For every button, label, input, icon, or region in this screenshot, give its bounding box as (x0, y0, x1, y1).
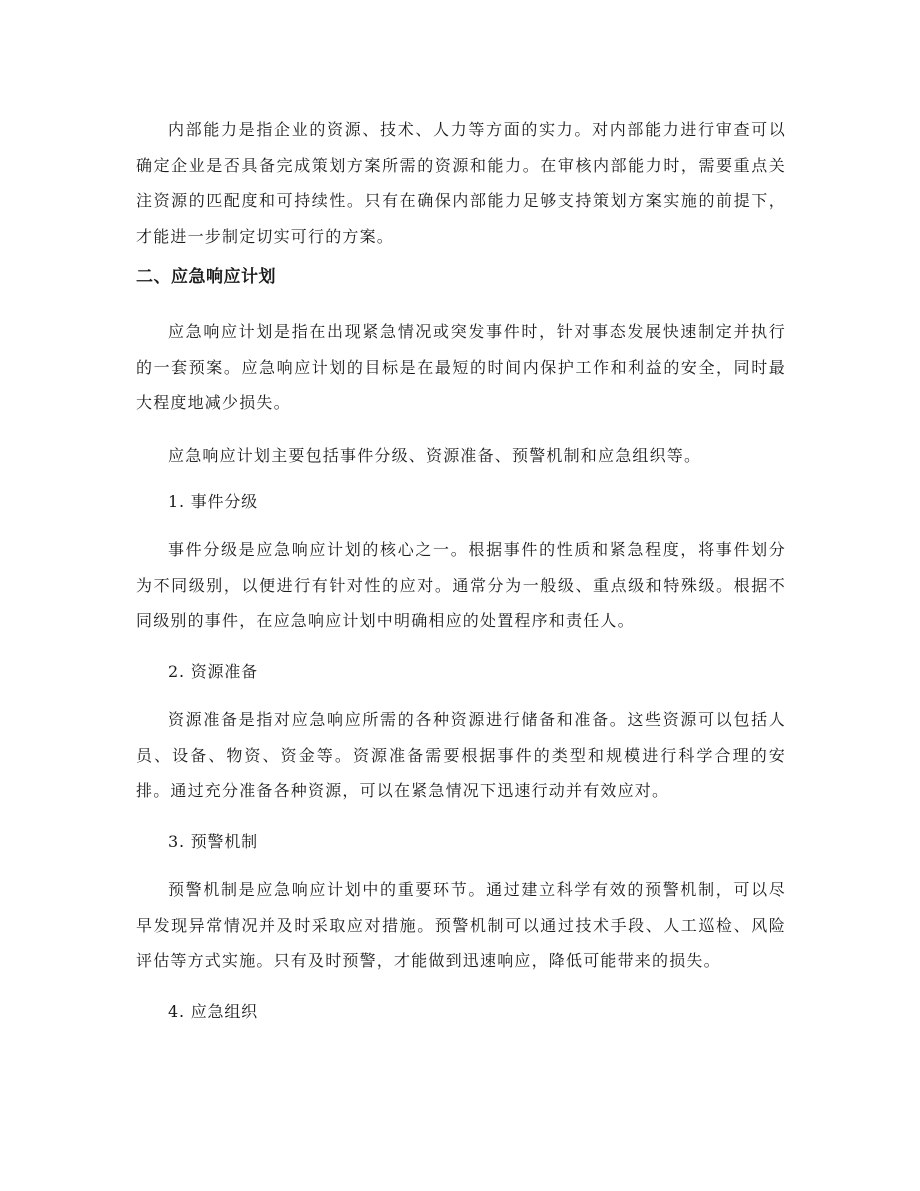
section-heading: 二、应急响应计划 (136, 267, 276, 287)
subheading-resource-preparation: 2. 资源准备 (168, 662, 258, 681)
paragraph-definition: 应急响应计划是指在出现紧急情况或突发事件时，针对事态发展快速制定并执行的一套预案。应急响应计划的目标是在最短的时间内保护工作和利益的安全，同时最大程度地减少损失。 (136, 322, 786, 412)
paragraph-internal-capability: 内部能力是指企业的资源、技术、人力等方面的实力。对内部能力进行审查可以确定企业是否具备完成策划方案所需的资源和能力。在审核内部能力时，需要重点关注资源的匹配度和可持续性。只有在确保内部能力足够支持策划方案实施的前提下，才能进一步制定切实可行的方案。 (136, 120, 786, 246)
subheading-warning-mechanism: 3. 预警机制 (168, 832, 258, 851)
subheading-event-grading: 1. 事件分级 (168, 492, 258, 511)
paragraph-summary: 应急响应计划主要包括事件分级、资源准备、预警机制和应急组织等。 (168, 446, 702, 465)
paragraph-resource-preparation: 资源准备是指对应急响应所需的各种资源进行储备和准备。这些资源可以包括人员、设备、物资、资金等。资源准备需要根据事件的类型和规模进行科学合理的安排。通过充分准备各种资源，可以在紧急情况下迅速行动并有效应对。 (136, 710, 786, 800)
paragraph-warning-mechanism: 预警机制是应急响应计划中的重要环节。通过建立科学有效的预警机制，可以尽早发现异常情况并及时采取应对措施。预警机制可以通过技术手段、人工巡检、风险评估等方式实施。只有及时预警，才能做到迅速响应，降低可能带来的损失。 (136, 880, 786, 970)
paragraph-event-grading: 事件分级是应急响应计划的核心之一。根据事件的性质和紧急程度，将事件划分为不同级别，以便进行有针对性的应对。通常分为一般级、重点级和特殊级。根据不同级别的事件，在应急响应计划中明确相应的处置程序和责任人。 (136, 540, 786, 630)
subheading-emergency-organization: 4. 应急组织 (168, 1002, 258, 1021)
